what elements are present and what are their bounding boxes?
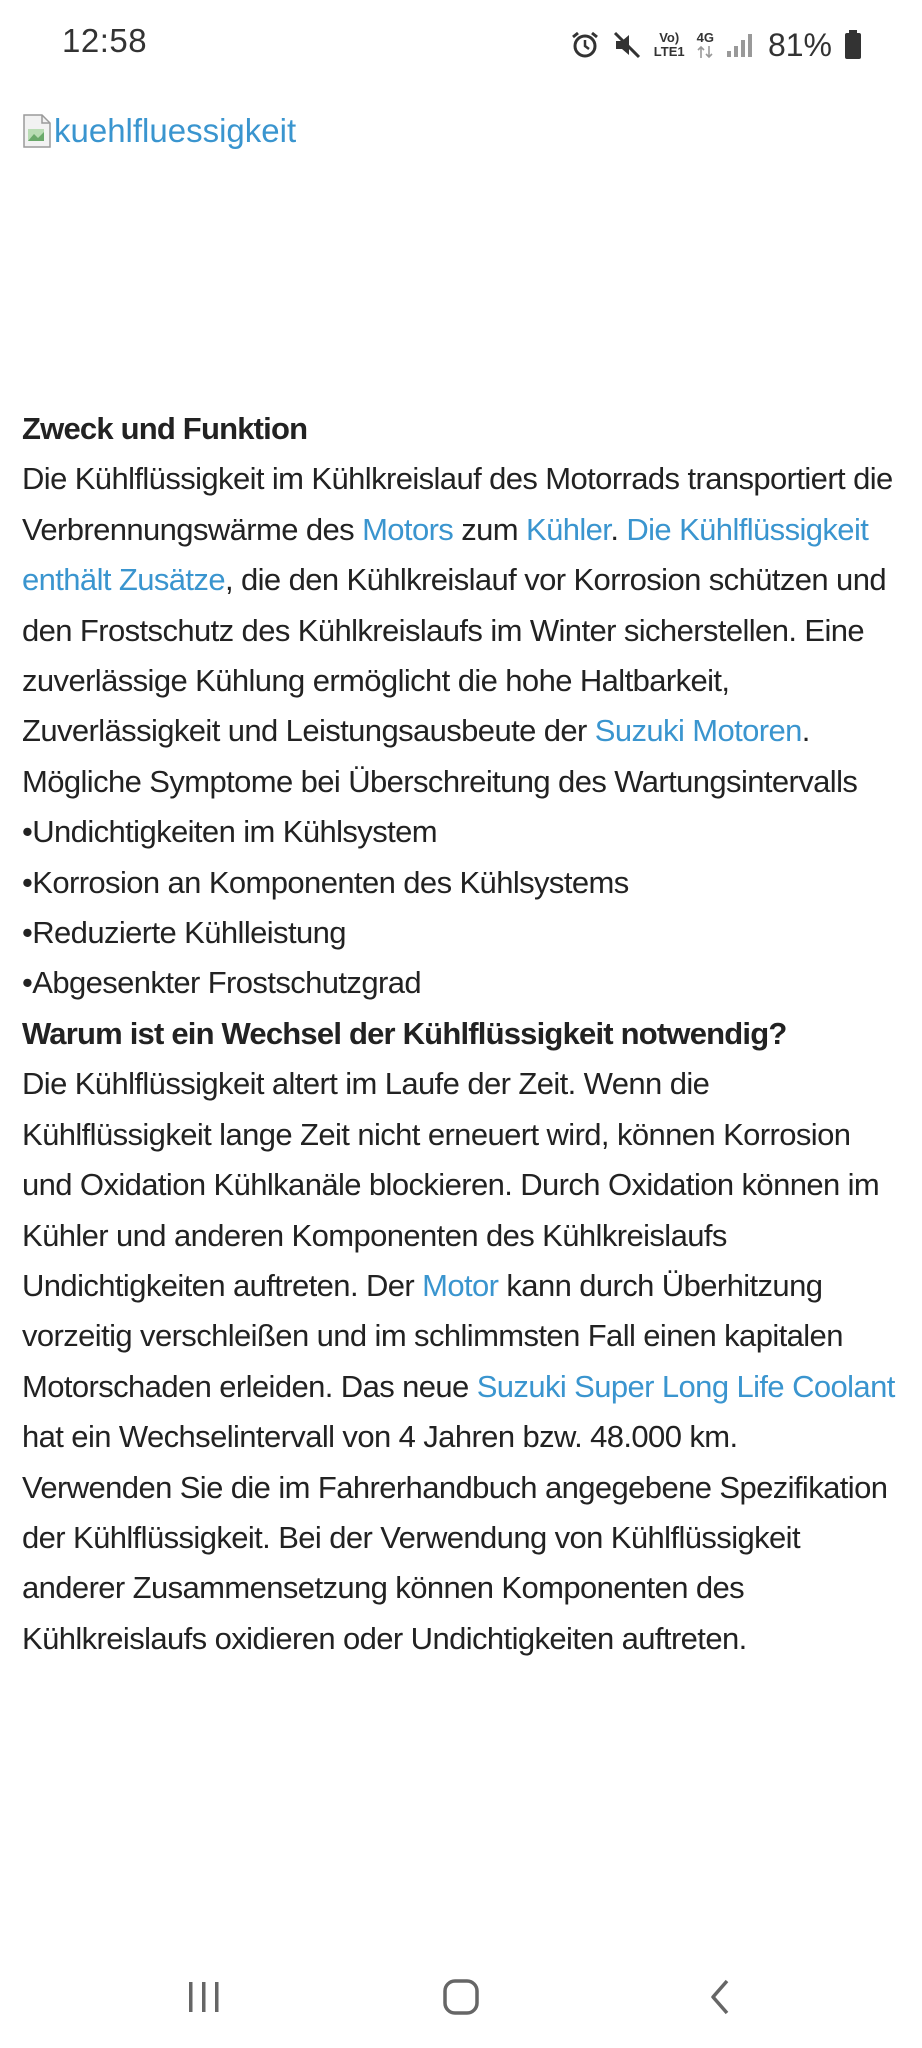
link-zusaetze[interactable]: Die Kühlflüssigkeit enthält Zusätze [22, 511, 869, 598]
battery-icon [844, 30, 862, 60]
link-super-long-life-coolant[interactable]: Suzuki Super Long Life Coolant [476, 1368, 895, 1404]
list-item: •Reduzierte Kühlleistung [22, 915, 346, 951]
paragraph-purpose [22, 454, 902, 756]
article-body [22, 404, 902, 1664]
network-top-label: Vo) [659, 30, 680, 45]
list-item: •Abgesenkter Frostschutzgrad [22, 965, 421, 1001]
mute-icon [612, 30, 642, 60]
text-span: Die Kühlflüssigkeit im Kühlkreislauf des Motorrads transportiert die Verbrennungswärme des [22, 461, 893, 547]
home-button[interactable] [431, 1972, 491, 2022]
text-span: zum [453, 511, 527, 547]
link-motor[interactable]: Motor [422, 1267, 499, 1303]
broken-image-icon [22, 113, 52, 149]
text-span: hat ein Wechselintervall von 4 Jahren bzw. 48.000 km. [22, 1419, 738, 1455]
section-heading-zweck: Zweck und Funktion [22, 411, 308, 446]
status-time: 12:58 [62, 22, 148, 59]
battery-percent: 81% [767, 26, 832, 63]
article-image [22, 112, 296, 150]
back-icon [705, 1977, 735, 2017]
text-span: . [610, 511, 627, 547]
status-bar [0, 0, 922, 90]
status-icons [570, 24, 862, 66]
list-item: •Undichtigkeiten im Kühlsystem [22, 814, 437, 850]
back-button[interactable] [690, 1972, 750, 2022]
link-motors[interactable]: Motors [362, 511, 454, 547]
navigation-bar [0, 1950, 922, 2048]
paragraph-specification: Verwenden Sie die im Fahrerhandbuch angegebene Spezifikation der Kühlflüssigkeit. Bei der Verwendung von Kühlflüssigkeit anderer Zusammensetzung können Komponenten des Kühlkreislaufs oxidieren oder Undichtigkeiten auftreten. [22, 1469, 888, 1656]
home-icon [441, 1977, 481, 2017]
network-type-indicator [697, 31, 714, 59]
symptoms-intro: Mögliche Symptome bei Überschreitung des Wartungsintervalls [22, 763, 858, 799]
paragraph-why [22, 1059, 902, 1462]
text-span: , die den Kühlkreislauf vor Korrosion schützen und den Frostschutz des Kühlkreislaufs im Winter sicherstellen. Eine zuverlässige Kühlung ermöglicht die hohe Haltbarkeit, Zuverlässigkeit und Leistungsausbeute der [22, 562, 886, 749]
image-alt-text: kuehlfluessigkeit [54, 112, 297, 149]
network-bottom-label: LTE1 [653, 44, 685, 59]
volte-icon [654, 31, 685, 59]
text-span: . [801, 713, 810, 749]
link-suzuki-motoren[interactable]: Suzuki Motoren [594, 713, 802, 749]
recent-apps-icon [186, 1980, 222, 2014]
data-arrows-icon [697, 45, 713, 59]
alarm-icon [570, 30, 600, 60]
recent-apps-button[interactable] [174, 1972, 234, 2022]
signal-icon [726, 32, 752, 58]
link-kuehler[interactable]: Kühler [526, 511, 611, 547]
section-heading-warum: Warum ist ein Wechsel der Kühlflüssigkeit notwendig? [22, 1015, 787, 1051]
text-span: kann durch Überhitzung vorzeitig verschleißen und im schlimmsten Fall einen kapitalen Motorschaden erleiden. Das neue [22, 1267, 843, 1404]
text-span: Die Kühlflüssigkeit altert im Laufe der Zeit. Wenn die Kühlflüssigkeit lange Zeit nicht erneuert wird, können Korrosion und Oxidation Kühlkanäle blockieren. Durch Oxidation können im Kühler und anderen Komponenten des Kühlkreislaufs Undichtigkeiten auftreten. Der [22, 1066, 880, 1303]
network-type-label: 4G [696, 30, 714, 45]
list-item: •Korrosion an Komponenten des Kühlsystems [22, 864, 629, 900]
